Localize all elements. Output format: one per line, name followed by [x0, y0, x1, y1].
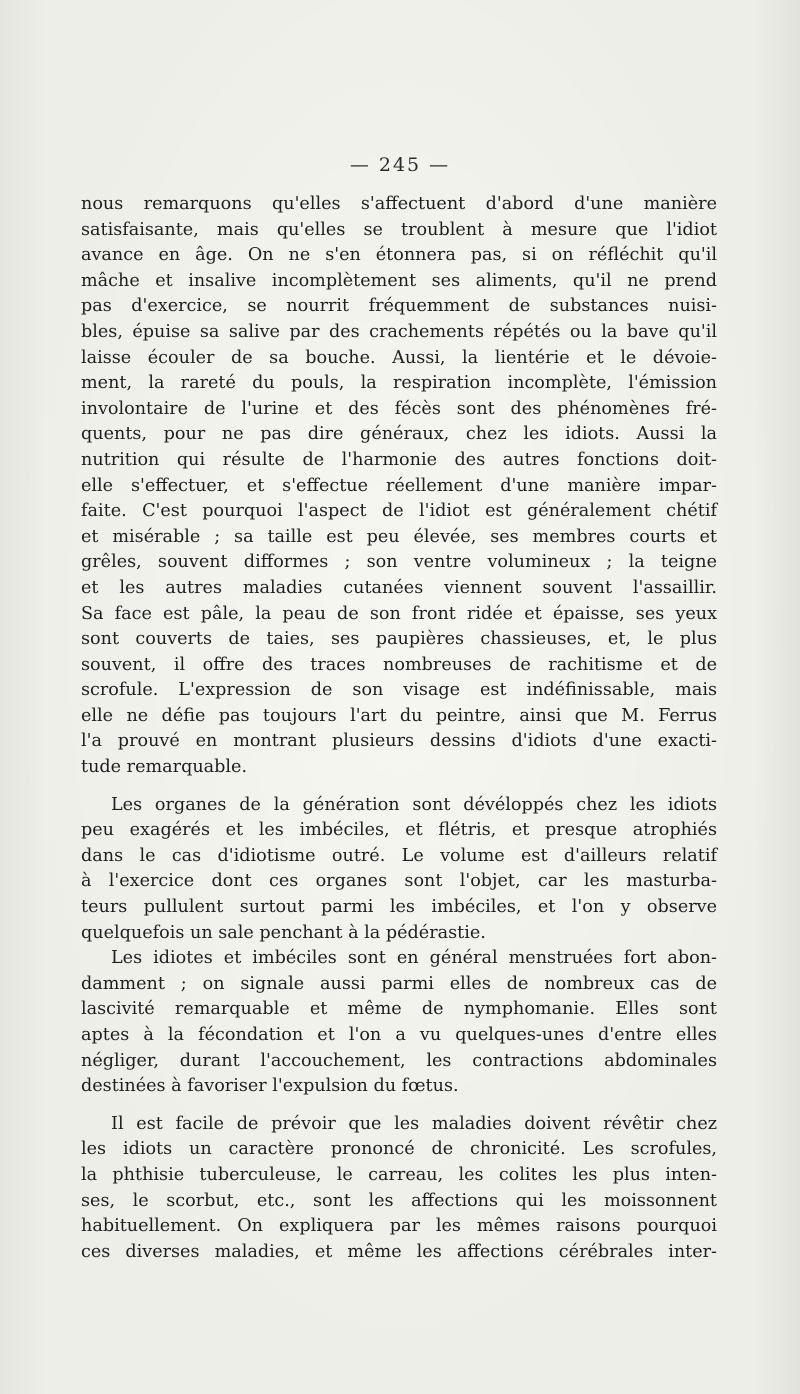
text-line: laisse écouler de sa bouche. Aussi, la lientérie et le dévoie-: [81, 347, 717, 368]
paragraph: [81, 793, 717, 947]
text-line: souvent, il offre des traces nombreuses de rachitisme et de: [81, 654, 717, 675]
text-line: nutrition qui résulte de l'harmonie des autres fonctions doit-: [81, 449, 717, 470]
text-line: habituellement. On expliquera par les mêmes raisons pourquoi: [81, 1216, 717, 1237]
text-line: teurs pullulent surtout parmi les imbéciles, et l'on y observe: [81, 897, 717, 918]
text-line: scrofule. L'expression de son visage est indéfinissable, mais: [81, 680, 717, 701]
paragraph-gap: [81, 1100, 717, 1112]
text-line: dans le cas d'idiotisme outré. Le volume est d'ailleurs relatif: [81, 845, 717, 866]
text-line: ses, le scorbut, etc., sont les affections qui les moissonnent: [81, 1190, 717, 1211]
text-line: involontaire de l'urine et des fécès sont des phénomènes fré-: [81, 398, 717, 419]
text-line: Les idiotes et imbéciles sont en général menstruées fort abon-: [111, 948, 717, 969]
text-line: avance en âge. On ne s'en étonnera pas, si on réfléchit qu'il: [81, 245, 717, 266]
text-line: damment ; on signale aussi parmi elles de nombreux cas de: [81, 973, 717, 994]
text-line: négliger, durant l'accouchement, les contractions abdominales: [81, 1050, 717, 1071]
paragraph-gap: [81, 781, 717, 793]
text-line: la phthisie tuberculeuse, le carreau, les colites les plus inten-: [81, 1164, 717, 1185]
text-line: et misérable ; sa taille est peu élevée, ses membres courts et: [81, 526, 717, 547]
text-line: Sa face est pâle, la peau de son front ridée et épaisse, ses yeux: [81, 603, 717, 624]
text-line: l'a prouvé en montrant plusieurs dessins d'idiots d'une exacti-: [81, 731, 717, 752]
text-line: nous remarquons qu'elles s'affectuent d'abord d'une manière: [81, 194, 717, 214]
text-line: et les autres maladies cutanées viennent souvent l'assaillir.: [81, 577, 717, 598]
text-line: mâche et insalive incomplètement ses aliments, qu'il ne prend: [81, 270, 717, 291]
text-line: les idiots un caractère prononcé de chronicité. Les scrofules,: [81, 1139, 717, 1160]
text-line: quelquefois un sale penchant à la pédérastie.: [81, 922, 486, 943]
text-line: aptes à la fécondation et l'on a vu quelques-unes d'entre elles: [81, 1025, 717, 1045]
text-line: elle s'effectuer, et s'effectue réellement d'une manière impar-: [81, 475, 717, 496]
text-line: Les organes de la génération sont dévéloppés chez les idiots: [111, 794, 717, 815]
paragraph: [81, 1112, 717, 1266]
text-line: destinées à favoriser l'expulsion du fœtus.: [81, 1076, 459, 1097]
text-line: à l'exercice dont ces organes sont l'objet, car les masturba-: [81, 871, 717, 892]
text-line: pas d'exercice, se nourrit fréquemment de substances nuisi-: [81, 296, 717, 317]
text-line: elle ne défie pas toujours l'art du peintre, ainsi que M. Ferrus: [81, 705, 717, 726]
paragraph: [81, 946, 717, 1100]
body-text: [81, 192, 717, 1265]
text-line: ces diverses maladies, et même les affections cérébrales inter-: [81, 1241, 717, 1262]
text-line: quents, pour ne pas dire généraux, chez les idiots. Aussi la: [81, 424, 717, 445]
text-line: peu exagérés et les imbéciles, et flétris, et presque atrophiés: [81, 820, 717, 841]
text-line: satisfaisante, mais qu'elles se troublent à mesure que l'idiot: [81, 219, 717, 240]
text-line: lascivité remarquable et même de nymphomanie. Elles sont: [81, 999, 717, 1020]
paragraph: [81, 192, 717, 781]
text-line: ment, la rareté du pouls, la respiration incomplète, l'émission: [81, 373, 717, 394]
page-number: — 245 —: [349, 154, 451, 176]
text-line: tude remarquable.: [81, 757, 248, 778]
text-line: grêles, souvent difformes ; son ventre volumineux ; la teigne: [81, 552, 717, 573]
text-line: Il est facile de prévoir que les maladies doivent révêtir chez: [111, 1113, 717, 1134]
text-line: sont couverts de taies, ses paupières chassieuses, et, le plus: [81, 629, 717, 650]
text-line: bles, épuise sa salive par des crachements répétés ou la bave qu'il: [81, 321, 717, 342]
text-line: faite. C'est pourquoi l'aspect de l'idiot est généralement chétif: [81, 501, 717, 522]
